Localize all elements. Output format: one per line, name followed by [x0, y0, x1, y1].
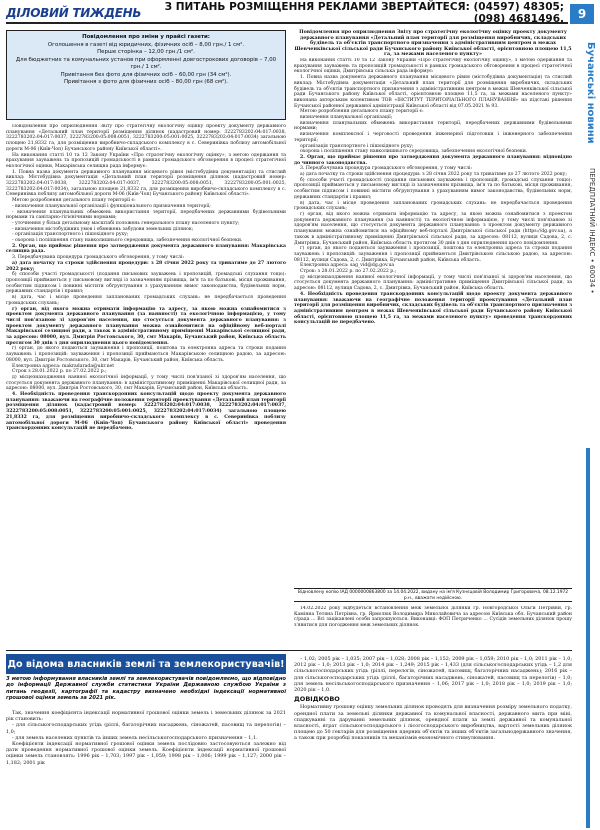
- paragraph: д) місцезнаходження наявної екологічної інформації, у тому числі пов'язаної зі здоров'ям населення, що стосується документа державного планування: в адміністративному приміщенні Макарівської селищної ради, за адресою: 08000, вул. Дмитрія Ростовського, 30, смт Макарів, Бучанський район, Київська область.: [6, 374, 286, 392]
- paragraph: б) способи участі громадськості (подання письмових зауважень і пропозицій, громадські слухання тощо): пропозиції приймаються у письмовому вигляді із зазначенням прізвища, ім'я та по батькові, місця проживання, особистим підписом і повинні містити обґрунтування з урахуванням вимог законодавства, будівельних норм, державних стандартів і правил;: [294, 177, 572, 200]
- paragraph: г) орган, від якого можна отримати інформацію та адресу, за якою можна ознайомитися з проектом документа державного планування (за наявності) та екологічною інформацією, у тому числі пов'язаною зі здоров'ям населення, що стосується документа державного планування: з проектом документу державного планування можна ознайомитися на офіційному веб-порталі Макарівської селищної ради, а також в адміністративному приміщенні Макарівської селищної ради, за адресою: 08000, вул. Дмитрія Ростовського, 30, смт Макарів, Бучанський район, Київська область протягом 30 днів з дня оприлюднення цього повідомлення.: [6, 306, 286, 346]
- paragraph: г) орган, від якого можна отримати інформацію та адресу, за якою можна ознайомитися з проектом документа державного планування (за наявності) та екологічною інформацією, у тому числі пов'язаною зі здоров'ям населення, що стосується документа державного планування: з проектом документу державного планування можна ознайомитися на офіційному веб-порталі Дмитрівської сільської ради (https://dg.gov.ua), а також в адміністративному приміщенні Дмитрівської сільської ради, за адресою: 08112, вулиця Садова, 2, с. Дмитрівка, Бучанський район, Київська область протягом 30 днів з дня оприлюднення цього повідомлення.: [294, 211, 572, 246]
- paragraph: ґ) орган, до якого подаються зауваження і пропозиції, поштова та електронна адреса та строки подання зауважень і пропозицій: зауваження і пропозиції приймаються Дмитрівською сільською радою, за адресою: 08112, вулиця Садова, 2, с. Дмитрівка, Бучанський район, Київська область.: [294, 246, 572, 263]
- paragraph: На виконання статті 10 та 12 Закону України «Про стратегічну екологічну оцінку», з метою одержання та врахування зауважень та пропозицій громадськості в рамках громадського обговорення в процесі стратегічної екологічної оцінки, Макарівська селищна рада інформує:: [6, 152, 286, 169]
- paragraph: 1. Повна назва документа державного планування місцевого рівня (містобудівна документація) та стислий виклад: Містобудівна документація «Детальний план території для розміщення виробничих, складських будівель та об'єктів транспортного призначення з адміністративним центром в межах Шевченківської сільської ради Бучанського району Київської області, орієнтовною площею 11,5 га, за межами населеного пункту» виконана авторським колективом ТОВ «ІНСТИТУТ ТЕРИТОРІАЛЬНОГО ПЛАНУВАННЯ» на підставі рішення Бучанської районної державної адміністрації Київської області від 07.05.2021 № 93.: [294, 75, 572, 109]
- paragraph: - для земель населених пунктів та інших земель несільськогосподарського призначення – 1,1.: [12, 734, 258, 741]
- paragraph: а) дата початку та строки здійснення процедури: з 28 січня 2022 року та триватиме до 27 лютого 2022 року;: [6, 260, 286, 272]
- decorative-strip: [586, 448, 590, 828]
- paragraph: - визначення містобудівних умов і обмежень забудови земельних ділянок;: [12, 226, 194, 232]
- land-owners-subtitle: З метою інформування власників землі та землекористувачів повідомляємо, що відповідно до інформації Державної служби статистики України Державною службою України з питань геодезії, картографії та кадастру визначено необхідні індексації нормативної грошової оцінки земель за 2021 рік.: [6, 676, 286, 702]
- paragraph: Повідомлення про оприлюднення Звіту про стратегічну екологічну оцінку проекту документу державного планування «Детальний план території розміщення ділянок (кадастровий номер: 3222783202:04:017:0038, 3222783202:04:017:0037, 3222783200:05:008:0051, 3222783200:05:001:0025, 3222783202:04:017:0034) загальною площею 21,8332 га, для розміщення виробничо-складського комплексу в с. Северинівка поблизу автомобільної дороги М-06 (Київ-Чоп) Бучанського району Київської області».: [6, 124, 286, 152]
- paragraph: б) способи участі громадськості (подання письмових зауважень і пропозицій, громадські слухання тощо): пропозиції приймаються у письмовому вигляді із зазначенням прізвища, ім'я та по батькові, місця проживання, особистим підписом і повинні містити обґрунтування з урахуванням вимог законодавства, будівельних норм, державних стандартів і правил;: [6, 272, 286, 295]
- price-line: Привітання без фото для фізичних осіб – 60,00 грн (34 см²).: [60, 71, 232, 78]
- land-boundary-notice: [294, 606, 572, 646]
- paragraph: - уточнення у більш детальному масштабі положень генерального плану населеного пункту;: [12, 220, 240, 226]
- paragraph: Строк: з 28.01.2022 р. по 27.02.2022 р.;: [300, 269, 397, 275]
- paragraph: визначення комплексної і черговості проведення інженерної підготовки і інженерного забезпечення території;: [294, 132, 572, 143]
- newspaper-brand: Бучанські новини: [585, 42, 596, 144]
- land-owners-body: [6, 710, 286, 825]
- paragraph: Строк з 28.01.2022 р. по 27.02.2022 р.;: [12, 369, 107, 375]
- paragraph: 1. Повна назва документа державного планування місцевого рівня (містобудівна документація) та стислий виклад: Містобудівна документація «Детальний план території розміщення ділянок (кадастровий номер: 3222783202:04:017:0038, 3222783202:04:017:0037, 3222783200:05:008:0051, 3222783200:05:001:0025, 3222783202:04:017:0034), загальною площею 21,8332 га, для розміщення виробничо-складського комплексу в с. Северинівка поблизу автомобільної дороги М-06 (Київ-Чоп) Бучанського району Київської області».: [6, 169, 286, 198]
- subscription-index: ПЕРЕДПЛАТНИЙ ІНДЕКС • 60034 •: [588, 168, 596, 294]
- paragraph: Електронна адреса: makradarada@ukr.net: [12, 363, 115, 369]
- land-owners-heading: До відома власників землі та землекористувачів!: [6, 654, 286, 674]
- paragraph: 4. Необхідність проведення транскордонних консультацій щодо проекту документа державного планування: зважаючи на географічне положення території проектування «Детальний план території для розміщення виробничих, складських будівель та об'єктів транспортного призначення з адміністративним центром в межах Шевченківської сільської ради Бучанського району Київської області, орієнтовною площею 11,5 га, за межами населеного пункту» проведення транскордонних консультацій не передбачено.: [294, 291, 572, 326]
- price-line: Для бюджетних та комунальних установ при оформленні довгострокових договорів – 7,00 грн./ 1 см².: [15, 56, 277, 70]
- paragraph: 3. Передбачувана процедура громадського обговорення, у тому числі:: [300, 166, 473, 172]
- paragraph: в) дата, час і місце проведення запланованих громадських слухань: не передбачається проведення громадських слухань;: [294, 200, 572, 212]
- paragraph: визначення планувальних обмежень використання території, передбачених державними будівельними нормами;: [294, 120, 572, 132]
- side-strip: [580, 28, 596, 828]
- paragraph: Метою розроблення детального плану території є:: [12, 198, 136, 204]
- price-line: Оголошення в газеті від юридичних, фізичних осіб – 8,00 грн./ 1 см².: [47, 41, 245, 48]
- paragraph: - для сільськогосподарських угідь (ріллі, багаторічних насаджень, сіножатей, пасовищ та перелогів) – 1,0;: [6, 722, 286, 735]
- price-notice-title: Повідомлення про зміни у прайсі газети:: [82, 34, 210, 40]
- paragraph: 3. Передбачувана процедура громадського обговорення, у тому числі:: [12, 255, 185, 261]
- left-article: [6, 124, 286, 614]
- reference-section-title: ДОВІДКОВО: [294, 695, 340, 704]
- paragraph: Метою розроблення детального плану території є:: [300, 109, 424, 115]
- indexation-coefficients: – 1,02; 2005 рік – 1,035; 2007 рік – 1,028; 2008 рік – 1,152; 2009 рік – 1,059; 2010 рік – 1,0; 2011 рік – 1,0; 2012 рік – 1,0; 2013 рік – 1,0; 2014 рік – 1,249; 2015 рік – 1,433 (для сільськогосподарських угідь – 1,2 для сільськогосподарських угідь (ріллі, перелогів, сіножатей, пасовищ, багаторічних насаджень); 2016 рік – для сільськогосподарських угідь (ріллі, багаторічних насаджень, сіножатей, пасовищ та перелогів) – 1,0; для земель несільськогосподарського призначення – 1,06; 2017 рік – 1,0; 2018 рік – 1,0; 2019 рік – 1,0; 2020 рік – 1,0.: [294, 656, 572, 694]
- right-article: [294, 58, 572, 558]
- paragraph: На виконання статті 10 та 12 Закону України «Про стратегічну екологічну оцінку», з метою одержання та врахування зауважень та пропозицій громадськості в рамках громадського обговорення в процесі стратегічної екологічної оцінки, Дмитрівська сільська рада інформує:: [294, 58, 572, 75]
- paragraph: охорона і поліпшення стану навколишнього середовища, забезпечення екологічної безпеки.: [300, 149, 528, 155]
- paragraph: 2. Орган, що приймає рішення про затвердження документа державного планування: Макарівська селищна рада.: [6, 243, 286, 255]
- price-line: Привітання з фото для фізичних осіб – 80,00 грн (68 см²).: [64, 79, 228, 85]
- paragraph: в) дата, час і місце проведення запланованих громадських слухань: не передбачається проведення громадських слухань;: [6, 295, 286, 306]
- advertising-contact-banner: З ПИТАНЬ РОЗМІЩЕННЯ РЕКЛАМИ ЗВЕРТАЙТЕСЯ: (04597) 48305; (098) 4681496.: [164, 1, 564, 25]
- right-article-heading: Повідомлення про оприлюднення Звіту про стратегічну екологічну оцінку проекту документу державного планування «Детальний план території для розміщення виробничих, складських будівель та об'єктів транспортного призначення з адміністративним центром в межах Шевченківської сільської ради Бучанського району Київської області, орієнтовною площею 11,5 га, за межами населеного пункту»: [294, 29, 572, 57]
- price-line: Перше сторінка – 12,00 грн./1 см².: [97, 49, 195, 55]
- paragraph: - визначення планувальної організації і функціонального призначення території;: [12, 203, 211, 209]
- page-header: [6, 1, 568, 25]
- paragraph: Коефіцієнти індексації нормативної грошової оцінки земель послідовно застосовуються залежно від дати проведення нормативної грошової оцінки земель. Коефіцієнти індексації нормативної грошової оцінки земель становлять: 1996 рік – 1,703; 1997 рік – 1,059; 1998 рік – 1,006; 1999 рік – 1,127; 2000 рік – 1,182; 2001 рік: [6, 741, 286, 766]
- section-divider: [6, 650, 572, 651]
- paragraph: визначення планувальної організації;: [300, 115, 393, 121]
- paragraph: організація транспортного і пішохідного руху;: [300, 143, 414, 149]
- paragraph: д) місцезнаходження наявної екологічної інформації, у тому числі пов'язаної зі здоров'ям населення, що стосується документа державного планування: адміністративне приміщення Дмитрівської сільської ради, за адресою: 08112, вулиця Садова, 2, с. Дмитрівка, Бучанський район, Київська область.: [294, 274, 572, 292]
- paragraph: Так, значення коефіцієнта індексації нормативної грошової оцінки земель і земельних ділянок за 2021 рік становить:: [6, 710, 286, 723]
- paragraph: 2. Орган, що приймає рішення про затвердження документа державного планування: відповідно до чинного законодавства.: [294, 154, 572, 166]
- land-boundary-text: 14.02.2022 року відбудеться встановлення меж земельної ділянки гр. Новгородської Ольги Петрівни, гр. Камінна Тетяна Петрівна, гр. Ярмолюк Володимира Миколайовича за адресою Київська обл. Бучанський район с/рада ... Всі зацікавлені особи запрошуються. Виконавці: ФОП Петриченко ... Сусідів земельних ділянок прошу з'явитися для погодження меж земельних ділянок.: [294, 606, 572, 629]
- paragraph: - охорона і поліпшення стану навколишнього середовища, забезпечення екологічної безпеки.: [12, 238, 243, 244]
- paragraph: ґ) орган, до якого подаються зауваження і пропозиції, поштова та електронна адреса та строки подання зауважень і пропозицій: зауваження і пропозиції приймаються Макарівською селищною радою, за адресою: 08000, вул. Дмитрія Ростовського, 30, смт Макарів, Бучанський район, Київська область.: [6, 346, 286, 363]
- paragraph: - визначення планувальних обмежень використання території, передбачених державними будівельними нормами та санітарно-гігієнічними нормами;: [6, 209, 286, 221]
- land-owners-continued: [294, 656, 572, 826]
- reference-section-text: Нормативну грошову оцінку земельних ділянок проводять для визначення розміру земельного податку, орендної плати за земельні ділянки державної та комунальної власності, державного мита при міні, спадкуванні та даруванні земельних ділянок, орендної плати за землі державної та комунальної власності, втрат сільськогосподарського і лісогосподарського виробництва, вартості земельних ділянок площею до 50 гектарів для розміщення ядерних об'єктів та інших об'єктів загальнодержавного значення, а також при розробці показників та механізмів економічного стимулювання.: [294, 704, 572, 742]
- page-number: 9: [570, 4, 594, 24]
- paragraph: Електронна адреса: sag_vid@dg.gov.ua: [300, 263, 395, 269]
- paragraph: а) дата початку та строки здійснення процедури: з 28 січня 2022 року та триватиме до 27 лютого 2022 року;: [300, 172, 567, 178]
- paragraph: - організація транспортного і пішохідного руху;: [12, 232, 129, 238]
- newspaper-section-logo: ДІЛОВИЙ ТИЖДЕНЬ: [6, 6, 142, 20]
- paragraph: 4. Необхідність проведення транскордонних консультацій щодо проекту документа державного планування: зважаючи на географічне положення території проектування «Детальний план території розміщення ділянок (кадастровий номер: 3222783202:04:017:0038, 3222783202:04:017:0037, 3222783200:05:008:0051, 3222783200:05:001:0025, 3222783202:04:017:0034) загальною площею 21,8332 га, для розміщення виробничо-складського комплексу в с. Северинівка поблизу автомобільної дороги М-06 (Київ-Чоп) Бучанського району Київської області» проведення транскордонних консультацій не передбачено.: [6, 392, 286, 432]
- price-notice-box: [6, 30, 286, 120]
- lost-document-notice: Відновлену копію ІАД 0000000863800 за 14.04.2022, видану на ім'я Кузнєцовій Володимир Григоровича, 08.12.1972 р.н., вважати недійсною.: [294, 588, 572, 602]
